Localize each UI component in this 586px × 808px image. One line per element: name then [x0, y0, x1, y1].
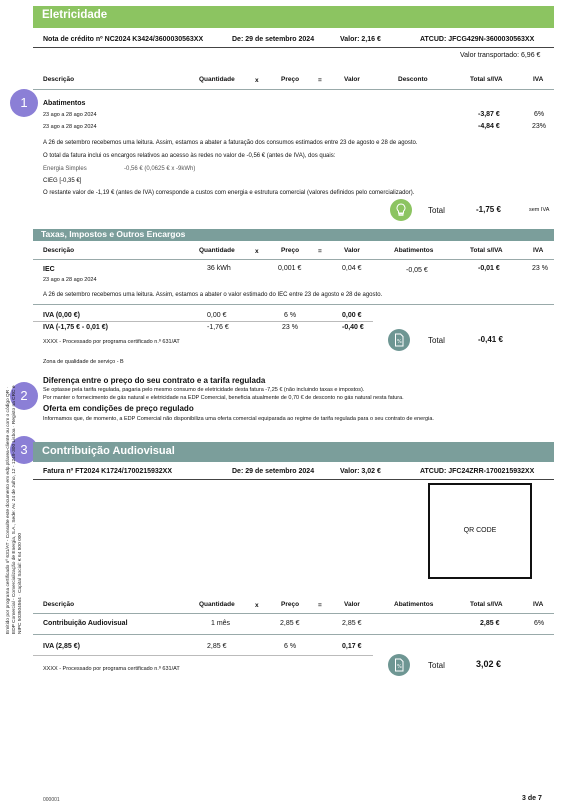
iva-label: IVA (0,00 €) — [43, 312, 80, 319]
divider — [33, 613, 554, 614]
col-x: x — [255, 602, 259, 609]
total-label: Total — [428, 336, 445, 345]
col-discount: Desconto — [398, 76, 428, 83]
col-value: Valor — [344, 601, 360, 608]
col-price: Preço — [281, 76, 300, 83]
document-icon — [388, 654, 410, 676]
step-badge-1: 1 — [10, 89, 38, 117]
row-iva: 6% — [534, 620, 545, 627]
divider — [33, 304, 554, 305]
row-period: 23 ago a 28 ago 2024 — [43, 112, 97, 118]
total-value: 3,02 € — [476, 659, 502, 669]
transported-value: Valor transportado: 6,96 € — [460, 52, 541, 59]
row-iva: 23% — [532, 123, 547, 130]
divider — [33, 479, 554, 480]
invoice-number: Fatura nº FT2024 K1724/1700215932XX — [43, 468, 173, 475]
total-value: -0,41 € — [478, 335, 503, 344]
iva-value: 0,17 € — [342, 643, 362, 650]
row-qty: 36 kWh — [207, 265, 231, 272]
legal-side-text: Emitido por programa certificado nº 631/AT - Consulte este documento em edp.pt/area-cliente ou com o código QR · EDP Comercial - Comercialização de Energia, S.A., Sede: Av. 24 de Julho, 12 - 1249-300 Lisboa · Registo na CRC e NIPC 503504564 · Capital Social: € 64 500 000 — [6, 385, 23, 634]
col-iva: IVA — [533, 601, 544, 608]
row-iva: 23 % — [532, 265, 548, 272]
energy-value: -0,56 € (0,0625 € x -9kWh) — [124, 166, 196, 172]
col-price: Preço — [281, 247, 300, 254]
info-heading: Oferta em condições de preço regulado — [43, 404, 194, 413]
credit-note-date: De: 29 de setembro 2024 — [232, 36, 315, 43]
lightbulb-icon — [390, 199, 412, 221]
col-price: Preço — [281, 601, 300, 608]
col-quantity: Quantidade — [199, 247, 235, 254]
total-note: sem IVA — [529, 207, 550, 213]
col-equals: = — [318, 248, 322, 255]
row-total: -0,01 € — [478, 265, 500, 272]
col-x: x — [255, 248, 259, 255]
qr-code — [428, 483, 532, 579]
row-value: 0,04 € — [342, 265, 362, 272]
iva-base: -1,76 € — [207, 324, 229, 331]
section-title: Taxas, Impostos e Outros Encargos — [41, 229, 186, 239]
total-label: Total — [428, 206, 445, 215]
section-title: Eletricidade — [42, 9, 108, 21]
row-total: -3,87 € — [478, 111, 500, 118]
col-iva: IVA — [533, 76, 544, 83]
section-header-audiovisual — [33, 442, 554, 462]
row-period: 23 ago a 28 ago 2024 — [43, 277, 97, 283]
iva-label: IVA (2,85 €) — [43, 643, 80, 650]
row-total: -4,84 € — [478, 123, 500, 130]
col-total: Total s/IVA — [470, 247, 503, 254]
row-value: 2,85 € — [342, 620, 362, 627]
row-iva: 6% — [534, 111, 545, 118]
info-text: A 26 de setembro recebemos uma leitura. Assim, estamos a abater a faturação dos consumos estimados entre 23 de agosto e 28 de agosto. — [43, 140, 418, 146]
invoice-value: Valor: 3,02 € — [340, 468, 381, 475]
iva-label: IVA (-1,75 € - 0,01 €) — [43, 324, 108, 331]
section-header-electricity — [33, 6, 554, 28]
credit-note-value: Valor: 2,16 € — [340, 36, 381, 43]
col-description: Descrição — [43, 247, 75, 254]
iva-value: -0,40 € — [342, 324, 364, 331]
iva-value: 0,00 € — [342, 312, 362, 319]
info-text: Informamos que, de momento, a EDP Comercial não disponibiliza uma oferta comercial equiparada ao regime de tarifa regulada para o seu contrato de energia. — [43, 416, 434, 422]
col-quantity: Quantidade — [199, 601, 235, 608]
divider — [33, 259, 554, 260]
col-description: Descrição — [43, 76, 75, 83]
info-text: O total da fatura inclui os encargos relativos ao acesso às redes no valor de -0,56 € (antes de IVA), dos quais: — [43, 153, 336, 159]
processed-note: XXXX - Processado por programa certificado n.º 631/AT — [43, 666, 180, 672]
document-icon — [388, 329, 410, 351]
col-total: Total s/IVA — [470, 76, 503, 83]
qr-label: QR CODE — [463, 527, 497, 534]
row-total: 2,85 € — [480, 620, 500, 627]
iva-rate: 23 % — [282, 324, 298, 331]
total-label: Total — [428, 661, 445, 670]
col-equals: = — [318, 77, 322, 84]
total-value: -1,75 € — [476, 205, 501, 214]
col-quantity: Quantidade — [199, 76, 235, 83]
row-desc-iec: IEC — [43, 266, 55, 273]
info-text: Por manter o fornecimento de gás natural e eletricidade na EDP Comercial, beneficia atualmente de 0,70 € de desconto no gás natural nesta fatura. — [43, 395, 404, 401]
row-price: 0,001 € — [278, 265, 302, 272]
svg-text:%: % — [397, 339, 402, 345]
footer-code: 000001 — [43, 797, 60, 803]
divider — [33, 47, 554, 48]
info-text: O restante valor de -1,19 € (antes de IVA) corresponde a custos com energia e estrutura comercial (valores definidos pelo comercializador). — [43, 190, 415, 196]
section-header-taxes — [33, 229, 554, 241]
credit-note-atcud: ATCUD: JFCG429N-3600030563XX — [420, 36, 535, 43]
step-badge-2: 2 — [10, 382, 38, 410]
col-value: Valor — [344, 76, 360, 83]
section-title: Contribuição Audiovisual — [42, 445, 175, 457]
iva-base: 2,85 € — [207, 643, 227, 650]
row-period: 23 ago a 28 ago 2024 — [43, 124, 97, 130]
row-price: 2,85 € — [280, 620, 300, 627]
divider — [33, 655, 373, 656]
iva-rate: 6 % — [284, 312, 297, 319]
step-badge-3: 3 — [10, 436, 38, 464]
credit-note-number: Nota de crédito nº NC2024 K3424/3600030563XX — [43, 36, 204, 43]
row-qty: 1 mês — [211, 620, 231, 627]
row-abatimentos: -0,05 € — [406, 267, 428, 274]
energy-label: Energia Simples — [43, 166, 87, 172]
col-abatimentos: Abatimentos — [394, 247, 434, 254]
item-title-abatimentos: Abatimentos — [43, 100, 86, 107]
col-equals: = — [318, 602, 322, 609]
info-heading: Diferença entre o preço do seu contrato e a tarifa regulada — [43, 376, 266, 385]
divider — [33, 634, 554, 635]
invoice-atcud: ATCUD: JFC24ZRR-1700215932XX — [420, 468, 535, 475]
invoice-date: De: 29 de setembro 2024 — [232, 468, 315, 475]
cieg-value: CIEG [-0,35 €] — [43, 178, 82, 184]
zone-quality: Zona de qualidade de serviço - B — [43, 359, 124, 365]
page-number: 3 de 7 — [522, 795, 542, 802]
col-value: Valor — [344, 247, 360, 254]
info-text: A 26 de setembro recebemos uma leitura. Assim, estamos a abater o valor estimado do IEC entre 23 de agosto e 28 de agosto. — [43, 292, 383, 298]
col-abatimentos: Abatimentos — [394, 601, 434, 608]
divider — [33, 89, 554, 90]
iva-base: 0,00 € — [207, 312, 227, 319]
processed-note: XXXX - Processado por programa certificado n.º 631/AT — [43, 339, 180, 345]
col-iva: IVA — [533, 247, 544, 254]
row-desc: Contribuição Audiovisual — [43, 620, 128, 627]
svg-text:%: % — [397, 664, 402, 670]
info-text: Se optasse pela tarifa regulada, pagaria pelo mesmo consumo de eletricidade desta fatura -7,25 € (não incluindo taxas e impostos). — [43, 387, 365, 393]
iva-rate: 6 % — [284, 643, 297, 650]
col-description: Descrição — [43, 601, 75, 608]
col-total: Total s/IVA — [470, 601, 503, 608]
divider — [33, 321, 373, 322]
col-x: x — [255, 77, 259, 84]
